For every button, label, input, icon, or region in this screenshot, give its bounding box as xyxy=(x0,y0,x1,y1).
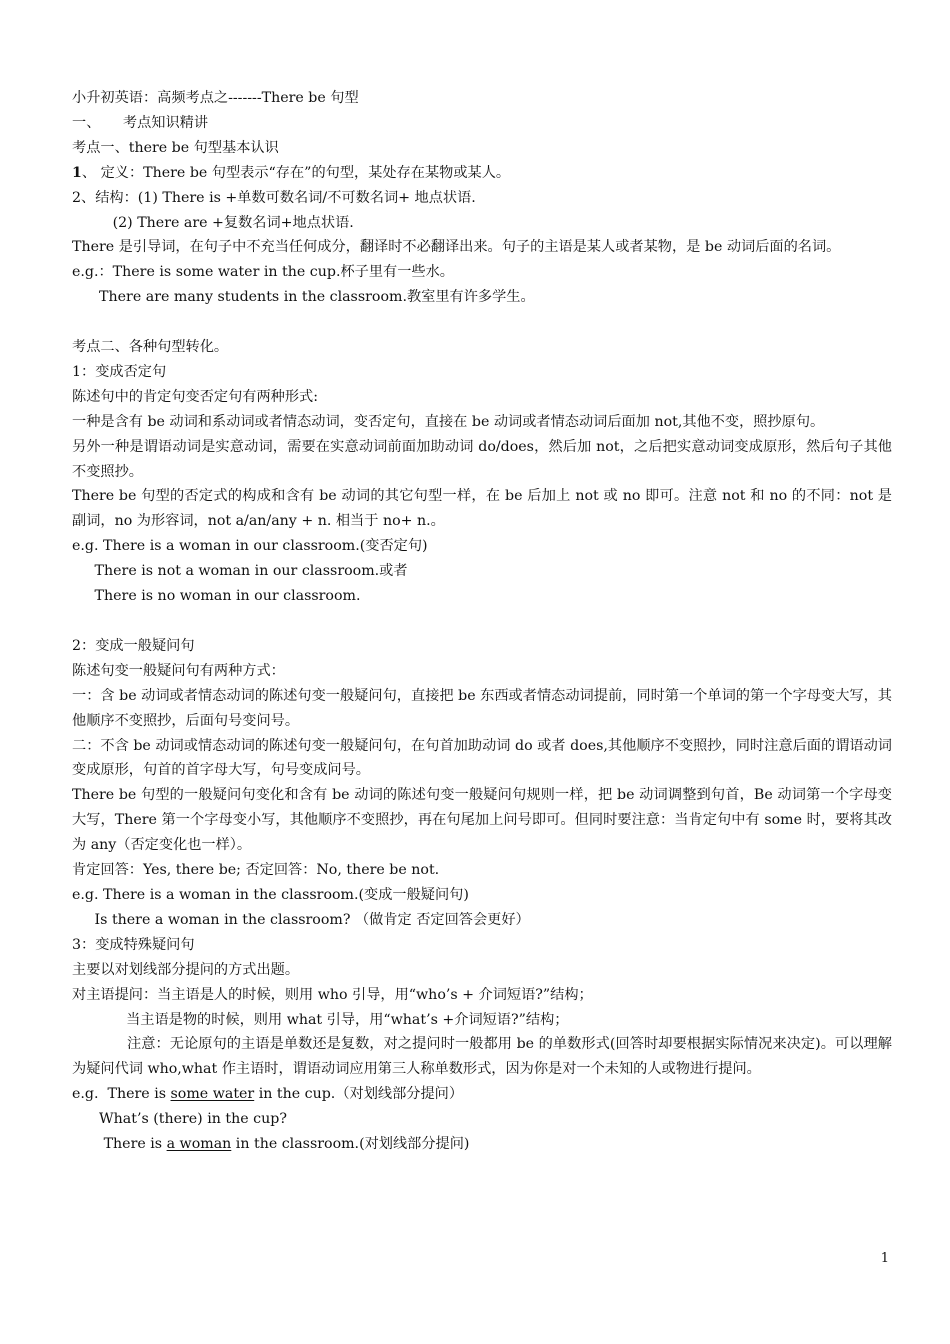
underlined-phrase: a woman xyxy=(166,1136,232,1153)
point2-heading: 考点二、各种句型转化。 xyxy=(72,339,229,356)
structure-line-1: 2、结构：(1) There is +单数可数名词/不可数名词+ 地点状语. xyxy=(72,189,476,206)
paragraph: 主要以对划线部分提问的方式出题。 xyxy=(72,961,300,978)
example-line: e.g.：There is some water in the cup.杯子里有一些水。 xyxy=(72,264,454,281)
paragraph: 陈述句中的肯定句变否定句有两种形式: xyxy=(72,388,318,405)
spacer xyxy=(72,609,892,634)
paragraph: 另外一种是谓语动词是实意动词，需要在实意动词前面加助动词 do/does，然后加 not，之后把实意动词变成原形，然后句子其他不变照抄。 xyxy=(72,438,892,480)
paragraph: 一：含 be 动词或者情态动词的陈述句变一般疑问句，直接把 be 东西或者情态动词提前，同时第一个单词的第一个字母变大写，其他顺序不变照抄，后面句号变问号。 xyxy=(72,687,892,729)
example-line: e.g. There is a woman in our classroom.(变否定句) xyxy=(72,538,428,555)
wh-question-heading: 3：变成特殊疑问句 xyxy=(72,936,195,953)
example-line: There is no woman in our classroom. xyxy=(72,588,361,605)
definition-line xyxy=(72,161,892,186)
example-line: There is not a woman in our classroom.或者 xyxy=(72,563,408,580)
definition-number: 1 xyxy=(72,164,82,181)
note-indent xyxy=(72,1036,127,1052)
paragraph: 二：不含 be 动词或情态动词的陈述句变一般疑问句，在句首加助动词 do 或者 does,其他顺序不变照抄，同时注意后面的谓语动词变成原形，句首的首字母大写，句号变成问号。 xyxy=(72,737,892,779)
example-text: in the cup.（对划线部分提问） xyxy=(254,1086,464,1103)
definition-text: 、 定义：There be 句型表示“存在”的句型，某处存在某物或某人。 xyxy=(81,164,511,181)
paragraph: There be 句型的否定式的构成和含有 be 动词的其它句型一样，在 be 后加上 not 或 no 即可。注意 not 和 no 的不同：not 是副词，no 为形容词，not a/an/any + n. 相当于 no+ n.。 xyxy=(72,488,892,530)
document-body xyxy=(72,86,892,1157)
paragraph: 当主语是物的时候，则用 what 引导，用“what’s +介词短语?”结构； xyxy=(72,1011,569,1028)
section-heading: 一、 考点知识精讲 xyxy=(72,114,209,131)
page-number: 1 xyxy=(880,1251,889,1266)
document-title: 小升初英语：高频考点之-------There be 句型 xyxy=(72,90,359,106)
paragraph: There be 句型的一般疑问句变化和含有 be 动词的陈述句变一般疑问句规则一样，把 be 动词调整到句首，Be 动词第一个字母变大写，There 第一个字母变小写，其他顺序不变照抄，再在句尾加上问号即可。但同时要注意：当肯定句中有 some 时，要将其改为 any（否定变化也一样）。 xyxy=(72,787,892,854)
example-line: What’s (there) in the cup? xyxy=(72,1111,287,1128)
underlined-phrase: some water xyxy=(170,1086,255,1103)
spacer xyxy=(72,310,892,335)
example-line xyxy=(72,1082,892,1107)
point1-heading: 考点一、there be 句型基本认识 xyxy=(72,139,279,156)
example-line: e.g. There is a woman in the classroom.(变成一般疑问句) xyxy=(72,886,469,903)
example-text: There is xyxy=(72,1136,167,1153)
answer-line: 肯定回答：Yes, there be; 否定回答：No, there be not. xyxy=(72,862,440,879)
example-text: in the classroom.(对划线部分提问) xyxy=(231,1136,470,1153)
example-text: e.g. There is xyxy=(72,1086,171,1103)
explanation-paragraph: There 是引导词，在句子中不充当任何成分，翻译时不必翻译出来。句子的主语是某人或者某物，是 be 动词后面的名词。 xyxy=(72,239,841,256)
paragraph: 陈述句变一般疑问句有两种方式： xyxy=(72,662,285,679)
example-line: Is there a woman in the classroom? （做肯定 否定回答会更好） xyxy=(72,911,530,928)
structure-line-2: (2) There are +复数名词+地点状语. xyxy=(72,214,354,231)
example-line xyxy=(72,1132,892,1157)
note-paragraph xyxy=(72,1032,892,1082)
example-line: There are many students in the classroom.教室里有许多学生。 xyxy=(72,289,535,306)
negative-heading: 1：变成否定句 xyxy=(72,363,167,380)
question-heading: 2：变成一般疑问句 xyxy=(72,637,195,654)
note-text: 注意：无论原句的主语是单数还是复数，对之提问时一般都用 be 的单数形式(回答时却要根据实际情况来决定)。可以理解为疑问代词 who,what 作主语时，谓语动词应用第三人称单数形式，因为你是对一个未知的人或物进行提问。 xyxy=(72,1036,892,1078)
paragraph: 对主语提问：当主语是人的时候，则用 who 引导，用“who’s + 介词短语?”结构； xyxy=(72,986,593,1003)
paragraph: 一种是含有 be 动词和系动词或者情态动词，变否定句，直接在 be 动词或者情态动词后面加 not,其他不变，照抄原句。 xyxy=(72,413,825,430)
